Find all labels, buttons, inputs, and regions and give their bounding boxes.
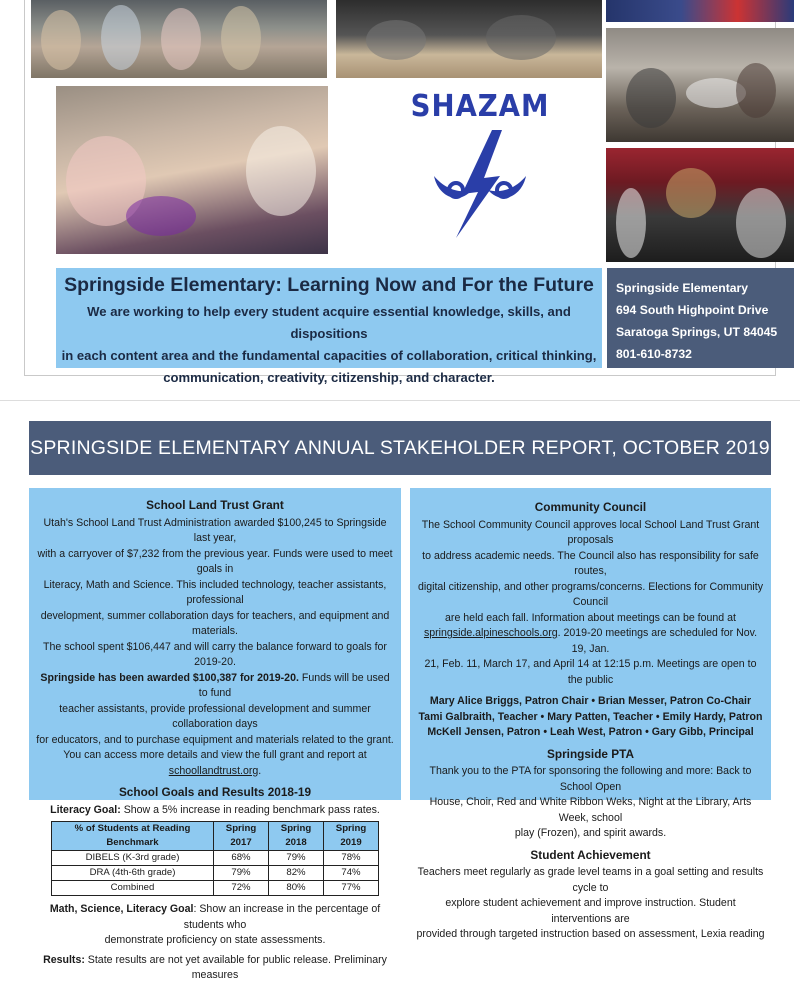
land-trust-award [35,671,395,702]
pta-line: Thank you to the PTA for sponsoring the following and more: Back to School Open [429,765,752,793]
table-cell: DRA (4th-6th grade) [52,866,214,881]
students-lined-up-photo [31,0,327,78]
flyer-page [24,0,778,385]
phone-number: 801-610-8732 [616,347,692,361]
literacy-goal [35,803,395,819]
table-cell: 74% [324,866,379,881]
literacy-label: Literacy Goal: [50,803,121,816]
msl-label: Math, Science, Literacy Goal [49,903,194,915]
council-link-rest: . 2019-20 meetings are scheduled for Nov. 19, Jan. [557,627,758,655]
table-row [52,866,379,881]
council-line: 21, Feb. 11, March 17, and April 14 at 12:15 p.m. Meetings are open to the public [424,658,757,686]
table-cell: 68% [214,851,269,866]
council-line: to address academic needs. The Council also has responsibility for safe routes, [422,549,759,577]
land-trust-line: with a carryover of $7,232 from the previous year. Funds were used to meet goals in [37,547,393,575]
council-line: digital citizenship, and other programs/concerns. Elections for Community Council [417,580,764,608]
table-header: Spring 2019 [324,822,379,851]
table-cell: 79% [269,851,324,866]
mission-line: We are working to help every student acquire essential knowledge, skills, and dispositions [87,304,571,341]
council-member-line: Mary Alice Briggs, Patron Chair • Brian Messer, Patron Co-Chair [429,695,752,707]
students-shirts-photo [606,0,794,22]
right-column [410,488,771,940]
award-rest: Funds will be used to fund [198,671,390,699]
land-trust-line: The school spent $106,447 and will carry the balance forward to goals for 2019-20. [43,640,387,668]
achievement-heading: Student Achievement [530,847,651,862]
council-heading: Community Council [534,500,647,514]
land-trust-heading: School Land Trust Grant [146,498,284,512]
table-header-row [52,822,379,851]
award-bold: Springside has been awarded $100,387 for 2019-20. [40,671,299,684]
table-cell: 77% [324,881,379,896]
council-website-link[interactable]: springside.alpineschools.org [423,627,558,639]
achievement-line: provided through targeted instruction based on assessment, Lexia reading [416,928,765,940]
school-name: Springside Elementary [616,281,749,295]
msl-goal [35,902,395,933]
logo-text: SHAZAM [410,89,550,124]
shazam-logo [395,86,565,256]
table-header: Spring 2018 [269,822,324,851]
results-text: State results are not yet available for public release. Preliminary measures [84,953,387,981]
literacy-text: Show a 5% increase in reading benchmark pass rates. [120,803,380,816]
council-line: are held each fall. Information about meetings can be found at [445,611,736,624]
more-text: You can access more details and view the full grant and report at [63,749,367,761]
land-trust-more [35,748,395,779]
achievement-line: explore student achievement and improve instruction. Student interventions are [445,897,736,925]
msl-line: demonstrate proficiency on state assessments. [104,934,326,946]
table-cell: 82% [269,866,324,881]
land-trust-line: for educators, and to purchase equipment and materials related to the grant. [36,733,394,746]
girls-in-classroom-photo [56,86,328,254]
schoollandtrust-link[interactable]: schoollandtrust.org [168,764,259,777]
land-trust-line: Literacy, Math and Science. This included technology, teacher assistants, professional [43,578,387,606]
students-on-laptops-photo [336,0,602,78]
table-header: % of Students at Reading Benchmark [52,822,214,851]
results-line [35,953,395,984]
council-member-line: McKell Jensen, Patron • Leah West, Patron • Gary Gibb, Principal [427,726,754,738]
goals-heading: School Goals and Results 2018-19 [118,785,312,799]
table-row [52,851,379,866]
city-state-zip: Saratoga Springs, UT 84045 [616,325,778,339]
report-title: SPRINGSIDE ELEMENTARY ANNUAL STAKEHOLDER REPORT, OCTOBER 2019 [30,437,770,459]
table-cell: 72% [214,881,269,896]
mission-text [56,301,602,389]
land-trust-line: teacher assistants, provide professional development and summer collaboration days [59,702,371,730]
land-trust-line: development, summer collaboration days for teachers, and equipment and materials. [40,609,390,637]
pta-heading: Springside PTA [547,746,634,761]
council-line: The School Community Council approves local School Land Trust Grant proposals [421,518,760,546]
table-cell: 78% [324,851,379,866]
council-member-line: Tami Galbraith, Teacher • Mary Patten, Teacher • Emily Hardy, Patron [418,710,763,723]
page-separator [0,400,800,401]
pta-line: House, Choir, Red and White Ribbon Weks, Night at the Library, Arts Week, school [429,796,752,824]
table-cell: DIBELS (K-3rd grade) [52,851,214,866]
report-title-bar [29,421,771,475]
table-cell: 79% [214,866,269,881]
banner-title: Springside Elementary: Learning Now and For the Future [64,274,594,296]
council-meeting-photo [606,28,794,142]
mission-line: communication, creativity, citizenship, and character. [163,370,495,385]
mission-line: in each content area and the fundamental capacities of collaboration, critical thinking, [61,348,597,363]
table-cell: Combined [52,881,214,896]
pta-line: play (Frozen), and spirit awards. [514,827,667,839]
table-cell: 80% [269,881,324,896]
achievement-line: Teachers meet regularly as grade level teams in a goal setting and results cycle to [417,866,764,894]
more-end: . [258,764,262,777]
table-row [52,881,379,896]
school-play-stage-photo [606,148,794,262]
table-header: Spring 2017 [214,822,269,851]
mission-banner [56,268,602,385]
street-address: 694 South Highpoint Drive [616,303,769,317]
msl-text: : Show an increase in the percentage of students who [183,903,381,931]
reading-benchmark-table [51,821,379,896]
lightning-owl-icon [428,128,532,240]
school-address-box [607,268,794,368]
results-label: Results: [43,953,85,966]
council-link-line [416,626,765,657]
land-trust-line: Utah's School Land Trust Administration awarded $100,245 to Springside last year, [43,516,387,544]
left-column [29,488,401,981]
